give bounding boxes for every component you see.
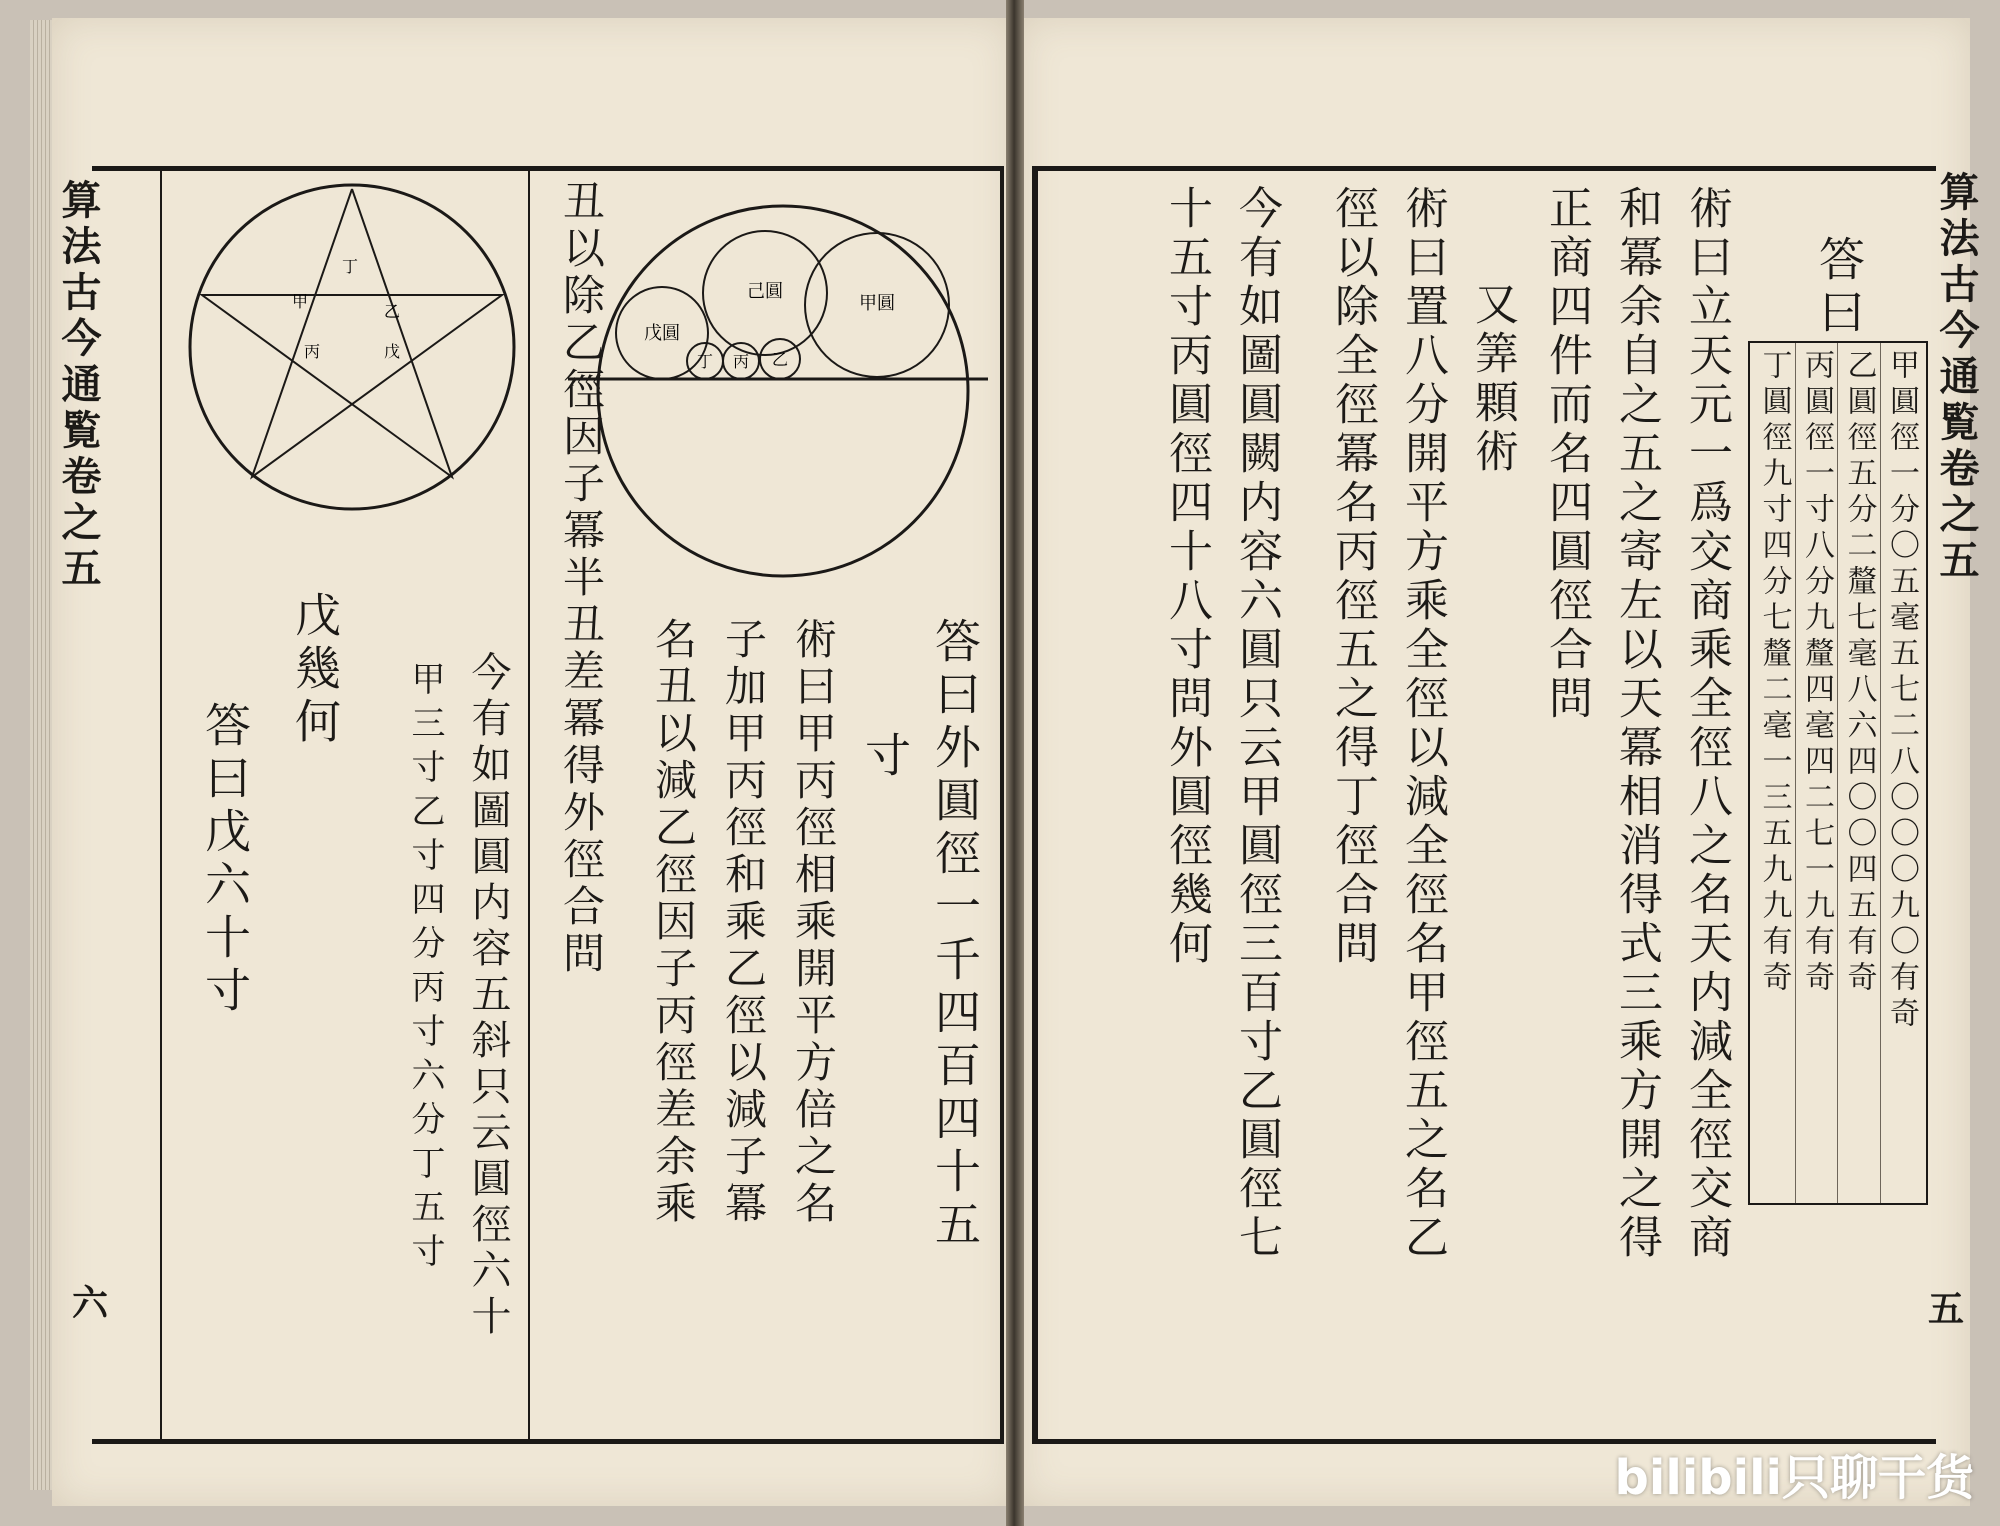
- table-row-label: 丙圓徑: [1799, 349, 1834, 457]
- text-column: 和冪余自之五之寄左以天冪相消得式三乘方開之得: [1611, 185, 1662, 1263]
- folio-left: 六: [72, 1282, 109, 1324]
- column-rule: [528, 171, 530, 1439]
- figure-label: 己圓: [747, 281, 783, 302]
- right-page: [1018, 18, 1980, 1506]
- right-page-frame: [1032, 166, 1980, 1444]
- running-title-left: 算法古今通覧卷之五: [55, 179, 102, 593]
- page-edge-stack: [30, 20, 54, 1490]
- text-column: 今有如圖圓闕内容六圓只云甲圓徑三百寸乙圓徑七: [1231, 185, 1282, 1263]
- text-column: 術曰立天元一爲交商乘全徑八之名天内減全徑交商: [1681, 185, 1732, 1263]
- figure-label: 丙: [303, 342, 321, 361]
- figure-label: 丁: [341, 257, 359, 276]
- text-column: 寸: [858, 731, 912, 784]
- figure-label: 甲: [291, 292, 309, 311]
- figure-label: 乙: [771, 350, 789, 369]
- table-row-label: 乙圓徑: [1841, 349, 1877, 457]
- text-column: 子加甲丙徑和乘乙徑以減子冪: [719, 617, 768, 1228]
- figure-label: 甲圓: [859, 293, 895, 314]
- text-column: 戊幾何: [288, 591, 342, 750]
- left-page-frame: [55, 166, 1004, 1444]
- text-column: 答曰戊六十寸: [198, 701, 252, 1019]
- text-column: 正商四件而名四圓徑合問: [1541, 185, 1592, 724]
- table-row: [1837, 343, 1880, 1203]
- answer-table: [1748, 341, 1928, 1205]
- table-row: [1753, 343, 1795, 1203]
- text-column: 又筭顆術: [1467, 281, 1518, 477]
- left-page: [52, 18, 1014, 1506]
- figure-label: 丙: [732, 352, 750, 371]
- table-row-value: 九寸四分七釐二毫一三五九九有奇: [1756, 457, 1792, 997]
- answer-heading: 答曰: [1812, 235, 1866, 341]
- table-row-value: 五分二釐七毫八六四〇〇四五有奇: [1841, 457, 1877, 997]
- figure-label: 戊圓: [644, 323, 680, 344]
- table-row: [1880, 343, 1923, 1203]
- table-row-label: 丁圓徑: [1756, 349, 1792, 457]
- text-column: 術曰甲丙徑相乘開平方倍之名: [789, 617, 838, 1228]
- book-binding: [1006, 0, 1024, 1526]
- table-row-value: 一寸八分九釐四毫四二七一九有奇: [1799, 457, 1834, 997]
- text-column: 十五寸丙圓徑四十八寸問外圓徑幾何: [1161, 185, 1212, 969]
- folio-right: 五: [1928, 1288, 1965, 1330]
- running-title-right: 算法古今通覧卷之五: [1933, 171, 1980, 585]
- table-row: [1795, 343, 1838, 1203]
- figure-label: 丁: [696, 352, 714, 371]
- text-column: 甲三寸乙寸四分丙寸六分丁五寸: [405, 661, 445, 1277]
- text-column: 丑以除乙徑因子冪半丑差冪得外徑合問: [557, 179, 606, 978]
- right-column-rule: [1036, 171, 1038, 1439]
- table-row-value: 一分〇五毫五七二八〇〇〇九〇有奇: [1884, 457, 1919, 1033]
- figure-label: 乙: [383, 302, 401, 321]
- text-column: 答曰外圓徑一千四百四十五: [928, 617, 982, 1253]
- text-column: 今有如圖圓内容五斜只云圓徑六十: [465, 651, 511, 1341]
- figure-label: 戊: [383, 342, 401, 361]
- text-column: 術曰置八分開平方乘全徑以減全徑名甲徑五之名乙: [1397, 185, 1448, 1263]
- text-column: 徑以除全徑冪名丙徑五之得丁徑合問: [1327, 185, 1378, 969]
- pentagram-figure: [182, 177, 522, 517]
- column-rule: [160, 171, 162, 1439]
- six-circles-figure: [568, 201, 998, 581]
- bilibili-watermark: bilibili只聊干货: [1614, 1450, 1974, 1506]
- table-row-label: 甲圓徑: [1884, 349, 1919, 457]
- text-column: 名丑以減乙徑因子丙徑差余乘: [649, 617, 698, 1228]
